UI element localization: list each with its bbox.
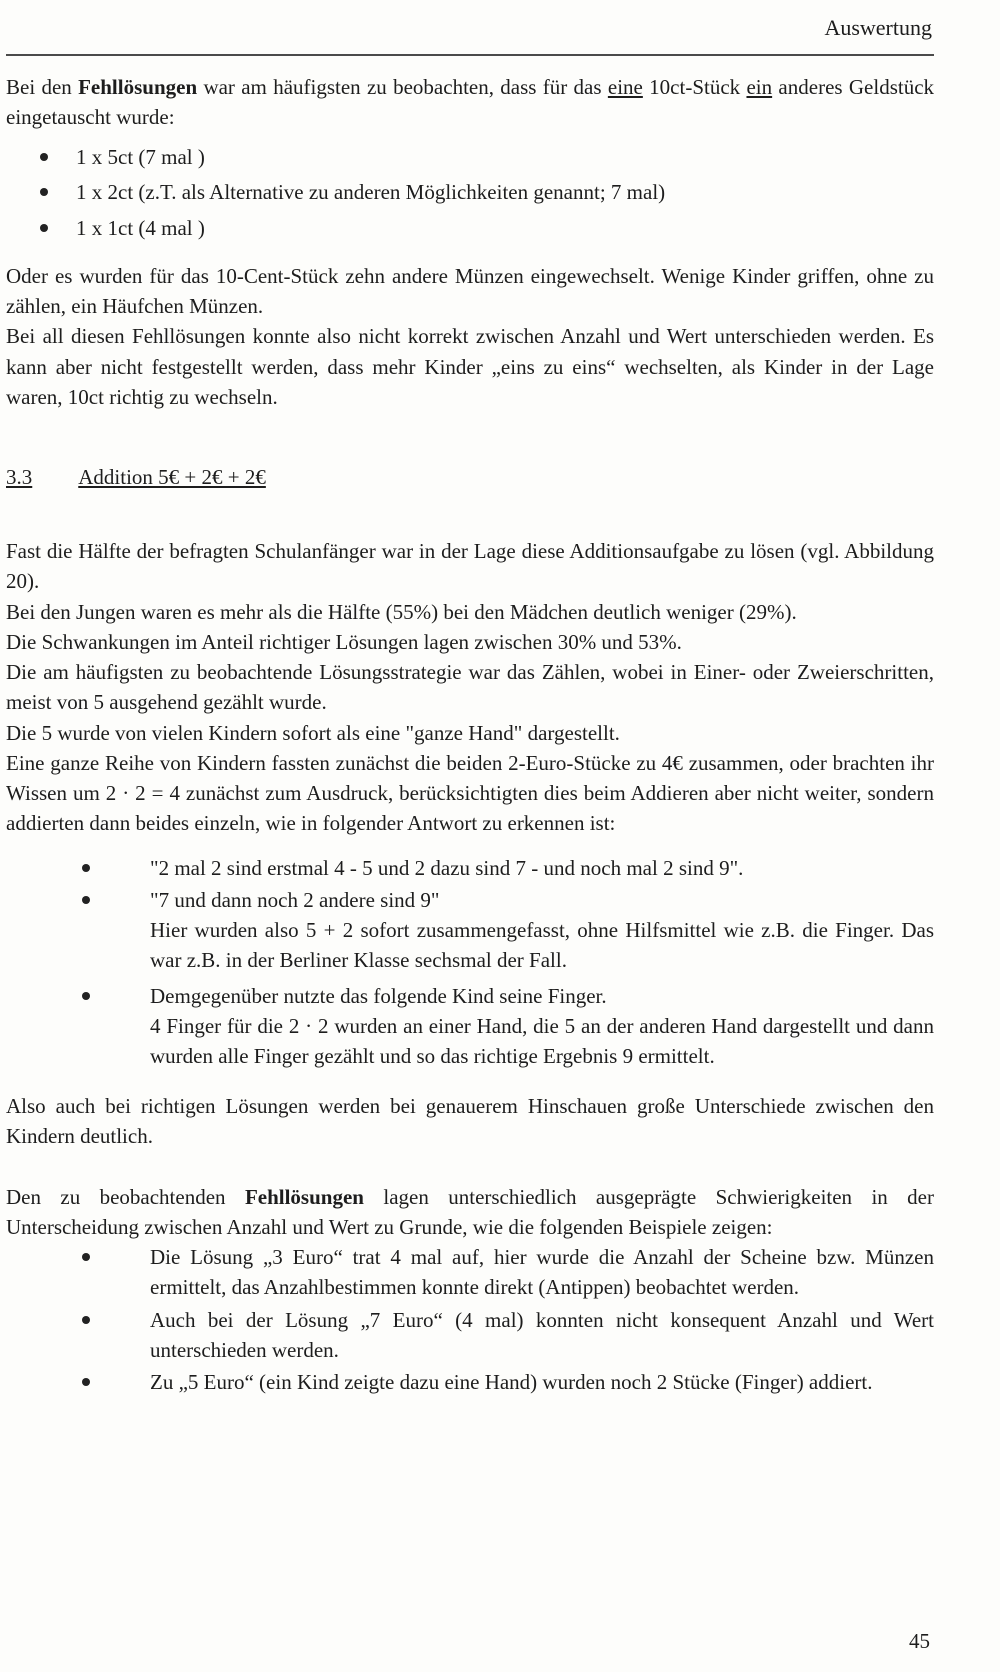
exchange-bullet-list — [6, 142, 934, 243]
intro-paragraph — [6, 72, 934, 132]
bullet-text — [150, 981, 934, 1072]
paragraph: Eine ganze Reihe von Kindern fassten zunächst die beiden 2-Euro-Stücke zu 4€ zusammen, oder brachten ihr Wissen um 2 · 2 = 4 zunächst zum Ausdruck, berücksichtigten dies beim Addieren aber nicht weiter, sondern addierten dann beides einzeln, wie in folgender Antwort zu erkennen ist: — [6, 750, 934, 836]
underlined-word: eine — [607, 74, 643, 99]
bullet-text — [150, 1242, 934, 1302]
bullet-icon — [82, 1316, 90, 1324]
example-text: Auch bei der Lösung „7 Euro“ (4 mal) konnten nicht konsequent Anzahl und Wert unterschieden werden. — [150, 1307, 934, 1362]
page-number: 45 — [909, 1628, 930, 1653]
quote-bullet-list — [6, 853, 934, 1072]
quote-text: "2 mal 2 sind erstmal 4 - 5 und 2 dazu sind 7 - und noch mal 2 sind 9". — [150, 855, 744, 880]
bullet-item — [6, 177, 934, 207]
paragraph: Die 5 wurde von vielen Kindern sofort als eine "ganze Hand" dargestellt. — [6, 720, 620, 745]
bold-term: Fehllösungen — [244, 1184, 364, 1209]
bullet-icon — [82, 864, 90, 872]
bullet-icon — [82, 1378, 90, 1386]
text-run: war am häufigsten zu beobachten, dass für das — [197, 74, 608, 99]
bullet-icon — [82, 992, 90, 1000]
text-run: Den zu beobachtenden — [6, 1184, 245, 1209]
bullet-item — [6, 885, 934, 976]
header-title: Auswertung — [824, 15, 932, 40]
paragraph: Oder es wurden für das 10-Cent-Stück zehn andere Münzen eingewechselt. Wenige Kinder griffen, ohne zu zählen, ein Häufchen Münzen. — [6, 263, 934, 319]
paragraph: Die am häufigsten zu beobachtende Lösungsstrategie war das Zählen, wobei in Einer- oder Zweierschritten, meist von 5 ausgehend gezählt wurde. — [6, 660, 934, 715]
bullet-text — [150, 853, 934, 883]
text-run: 10ct-Stück — [642, 74, 747, 99]
bullet-item — [6, 213, 934, 243]
quote-text: Demgegenüber nutzte das folgende Kind seine Finger. — [150, 983, 607, 1008]
section-number: 3.3 — [6, 465, 33, 490]
paragraph: Die Schwankungen im Anteil richtiger Lösungen lagen zwischen 30% und 53%. — [6, 629, 682, 654]
bold-term: Fehllösungen — [78, 74, 198, 99]
bullet-text — [150, 1305, 934, 1365]
bullet-icon — [40, 153, 48, 161]
example-text: Die Lösung „3 Euro“ trat 4 mal auf, hier wurde die Anzahl der Scheine bzw. Münzen ermittelt, das Anzahlbestimmen konnte direkt (Antippen) beobachtet werden. — [150, 1245, 934, 1300]
quote-detail: Hier wurden also 5 + 2 sofort zusammengefasst, ohne Hilfsmittel wie z.B. die Finger. Das war z.B. in der Berliner Klasse sechsmal der Fall. — [150, 918, 934, 973]
bullet-text — [150, 885, 934, 976]
paragraph: Bei den Jungen waren es mehr als die Hälfte (55%) bei den Mädchen deutlich weniger (29%). — [6, 599, 797, 624]
bullet-icon — [40, 188, 48, 196]
quote-detail: 4 Finger für die 2 · 2 wurden an einer Hand, die 5 an der anderen Hand dargestellt und dann wurden alle Finger gezählt und so das richtige Ergebnis 9 ermittelt. — [150, 1013, 934, 1068]
text-run: lagen unterschiedlich ausgeprägte Schwierigkeiten in der Unterscheidung zwischen Anzahl und Wert zu Grunde, wie die folgenden Beispiele zeigen: — [6, 1184, 934, 1239]
bullet-text: 1 x 5ct (7 mal ) — [76, 145, 205, 170]
paragraph: Bei all diesen Fehllösungen konnte also nicht korrekt zwischen Anzahl und Wert unterschieden werden. Es kann aber nicht festgestellt werden, dass mehr Kinder „eins zu eins“ wechselten, als Kinder in der Lage waren, 10ct richtig zu wechseln. — [6, 324, 934, 409]
paragraph: Fast die Hälfte der befragten Schulanfänger war in der Lage diese Additionsaufgabe zu lösen (vgl. Abbildung 20). — [6, 539, 934, 594]
page-header — [6, 8, 934, 54]
header-divider — [6, 54, 934, 56]
bullet-icon — [40, 224, 48, 232]
text-run: anderes Geldstück eingetauscht wurde: — [6, 74, 935, 129]
bullet-text: 1 x 2ct (z.T. als Alternative zu anderen Möglichkeiten genannt; 7 mal) — [76, 180, 666, 205]
bullet-text: 1 x 1ct (4 mal ) — [76, 215, 205, 240]
bullet-icon — [82, 1253, 90, 1261]
bullet-item — [6, 853, 934, 883]
paragraph — [6, 1182, 934, 1242]
bullet-item — [6, 981, 934, 1072]
bullet-item — [6, 142, 934, 172]
bullet-item — [6, 1242, 934, 1302]
section-title: Addition 5€ + 2€ + 2€ — [78, 465, 266, 490]
bullet-item — [6, 1367, 934, 1397]
section-heading — [6, 462, 934, 492]
example-text: Zu „5 Euro“ (ein Kind zeigte dazu eine Hand) wurden noch 2 Stücke (Finger) addiert. — [150, 1370, 873, 1395]
text-run: Bei den — [6, 74, 79, 99]
bullet-text — [150, 1367, 934, 1397]
paragraph: Also auch bei richtigen Lösungen werden bei genauerem Hinschauen große Unterschiede zwischen den Kindern deutlich. — [6, 1094, 934, 1149]
bullet-item — [6, 1305, 934, 1365]
quote-text: "7 und dann noch 2 andere sind 9" — [150, 887, 440, 912]
bullet-icon — [82, 896, 90, 904]
underlined-word: ein — [746, 74, 773, 99]
example-bullet-list — [6, 1242, 934, 1397]
